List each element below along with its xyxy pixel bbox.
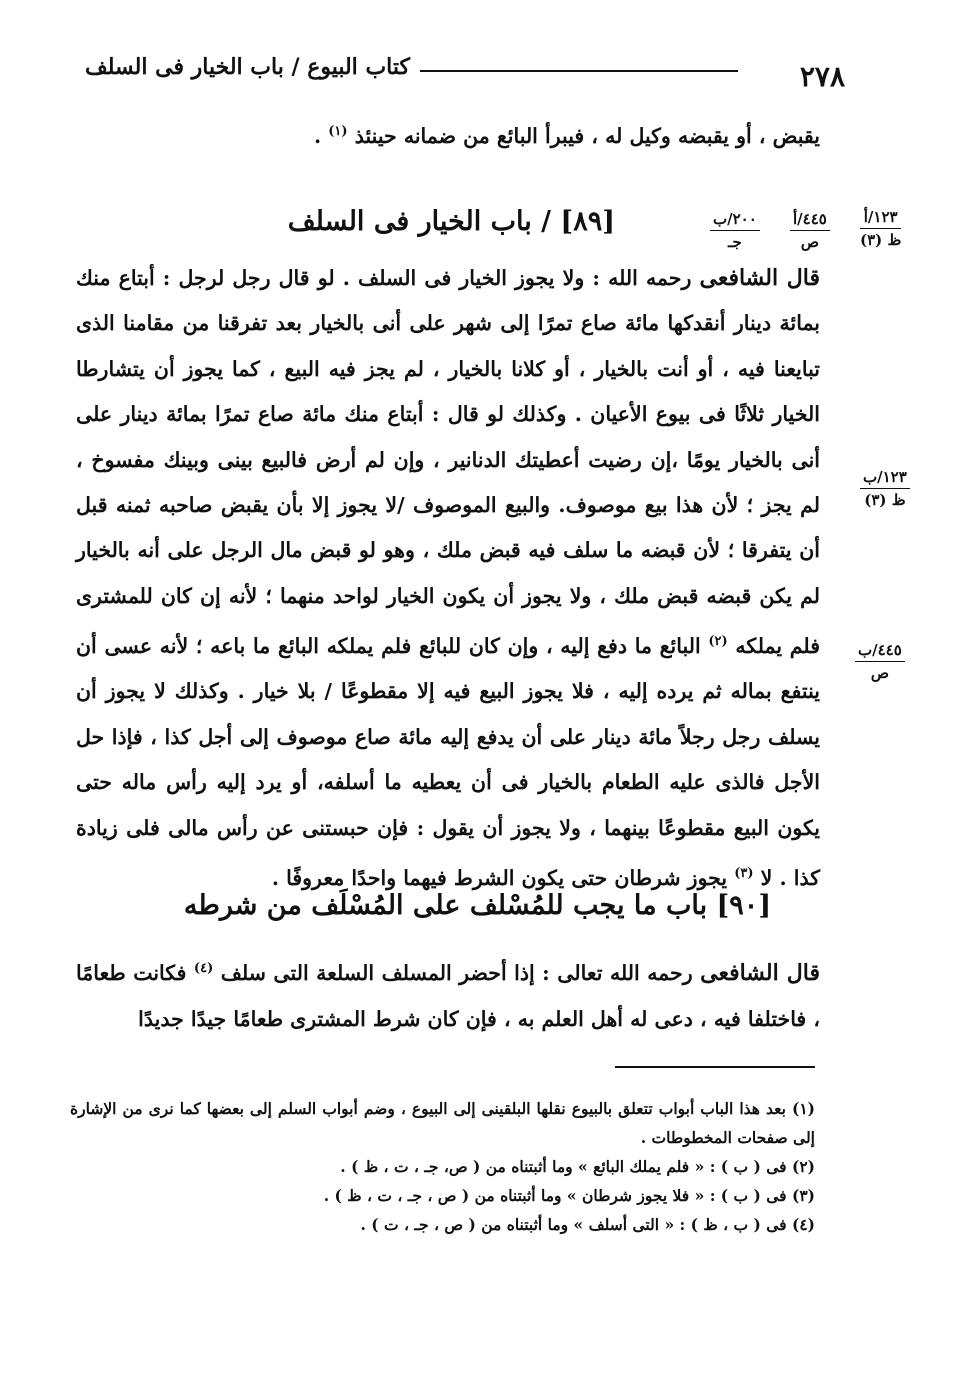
section-heading-89: [٨٩] / باب الخيار فى السلف: [287, 206, 615, 237]
footnote-rule: [615, 1066, 815, 1068]
section-90-paragraph: [76, 946, 820, 1042]
footnote-marker: (١): [328, 124, 348, 139]
manuscript-ref-sigla: جـ: [728, 233, 742, 251]
manuscript-ref-number: ٢٠٠/ب: [710, 212, 760, 231]
paragraph-text: رحمه الله تعالى : إذا أحضر المسلف السلعة التى سلف: [220, 960, 693, 985]
section-heading-90: [٩٠] باب ما يجب للمُسْلف على المُسْلَف من شرطه: [183, 890, 772, 921]
paragraph-lead: قال الشافعى: [699, 265, 820, 291]
continuation-text: يقبض ، أو يقبضه وكيل له ، فيبرأ البائع من ضمانه حينئذ: [354, 123, 820, 148]
paragraph-text: يجوز شرطان حتى يكون الشرط فيهما واحدًا معروفًا .: [271, 865, 728, 890]
paragraph-lead: قال الشافعى: [700, 959, 820, 986]
continuation-paragraph: [76, 108, 820, 160]
footnote-marker: (٤): [193, 961, 214, 976]
manuscript-ref: [855, 643, 905, 681]
manuscript-ref: [710, 212, 760, 250]
paragraph-text: رحمه الله : ولا يجوز الخيار فى السلف . لو قال رجل لرجل : أبتاع منك بمائة دينار أنقدكها مائة صاع تمرًا إلى شهر على أنى بالخيار بعد تفرقنا من مقامنا الذى تبايعنا فيه ، أو أنت بالخيار ، أو كلانا بالخيار ، لم يجز فيه البيع ، كما يجوز أن يتشارطا الخيار ثلاثًا فى بيوع الأعيان . وكذلك لو قال : أبتاع منك مائة صاع تمرًا بمائة دينار على أنى بالخيار يومًا ،إن رضيت أعطيتك الدنانير ، وإن لم أرض فالبيع بينى وبينك مفسوخ ، لم يجز ؛ لأن هذا بيع موصوف. والبيع الموصوف /لا يجوز إلا بأن يقبض صاحبه ثمنه قبل أن يتفرقا ؛ لأن قبضه ما سلف فيه قبض ملك ، وهو لو قبض مال الرجل على أنه بالخيار لم يكن قبضه قبض ملك ، ولا يجوز أن يكون الخيار لواحد منهما ؛ لأنه إن كان للمشترى فلم يملكه: [76, 266, 821, 659]
manuscript-ref-number: ١٢٣/ب: [860, 470, 910, 489]
manuscript-ref-number: ٤٤٥/ب: [855, 643, 905, 662]
paragraph-text: فكانت طعامًا ، فاختلفا فيه ، دعى له أهل العلم به ، فإن كان شرط المشترى طعامًا جيدًا جديدًا: [76, 960, 820, 1031]
footnote: (٤) فى ( ب ، ظ ) : « التى أسلف » وما أثبتناه من ( ص ، جـ ، ت ) .: [360, 1215, 815, 1234]
footnote: (٢) فى ( ب ) : « فلم يملك البائع » وما أثبتناه من ( ص، جـ ، ت ، ظ ) .: [340, 1157, 815, 1176]
manuscript-ref: [790, 212, 830, 250]
manuscript-ref-number: ٤٤٥/أ: [790, 212, 830, 231]
manuscript-ref: [860, 470, 910, 508]
running-title: كتاب البيوع / باب الخيار فى السلف: [85, 54, 410, 80]
paragraph-text: البائع ما دفع إليه ، وإن كان للبائع فلم يملكه البائع ما باعه ؛ لأنه عسى أن ينتفع بماله ثم يرده إليه ، فلا يجوز البيع فيه إلا مقطوعًا / بلا خيار . وكذلك لا يجوز أن يسلف رجل رجلاً مائة دينار على أن يدفع إليه مائة صاع موصوف إلى أجل كذا ، فإذا حل الأجل فالذى عليه الطعام بالخيار فى أن يعطيه ما أسلفه، أو يرد إليه رأس ماله حتى يكون البيع مقطوعًا بينهما ، ولا يجوز أن يقول : فإن حبستنى عن رأس مالى فلى زيادة كذا . لا: [76, 634, 820, 890]
running-header: [85, 50, 845, 93]
page-number: ٢٧٨: [799, 60, 845, 93]
manuscript-ref-sigla: ص: [870, 664, 889, 682]
footnote-marker: (٢): [708, 634, 728, 650]
manuscript-ref-sigla: ص: [800, 233, 819, 251]
running-title-group: [85, 54, 738, 80]
manuscript-ref-sigla: ظ (٣): [864, 491, 906, 509]
footnote: (٣) فى ( ب ) : « فلا يجوز شرطان » وما أثبتناه من ( ص ، جـ ، ت ، ظ ) .: [323, 1186, 815, 1205]
footnote: (١) بعد هذا الباب أبواب تتعلق بالبيوع نقلها البلقينى إلى البيوع ، وضم أبواب السلم إلى بعضها كما نرى من الإشارة إلى صفحات المخطوطات .: [70, 1099, 815, 1147]
manuscript-ref-sigla: ظ (٣): [860, 231, 902, 249]
continuation-end: .: [313, 123, 322, 148]
header-rule: [420, 70, 738, 72]
footnotes: [70, 1094, 815, 1239]
section-89-paragraph: [76, 256, 820, 901]
manuscript-ref: [860, 210, 901, 248]
manuscript-ref-number: ١٢٣/أ: [860, 210, 901, 229]
footnote-marker: (٣): [734, 866, 754, 882]
